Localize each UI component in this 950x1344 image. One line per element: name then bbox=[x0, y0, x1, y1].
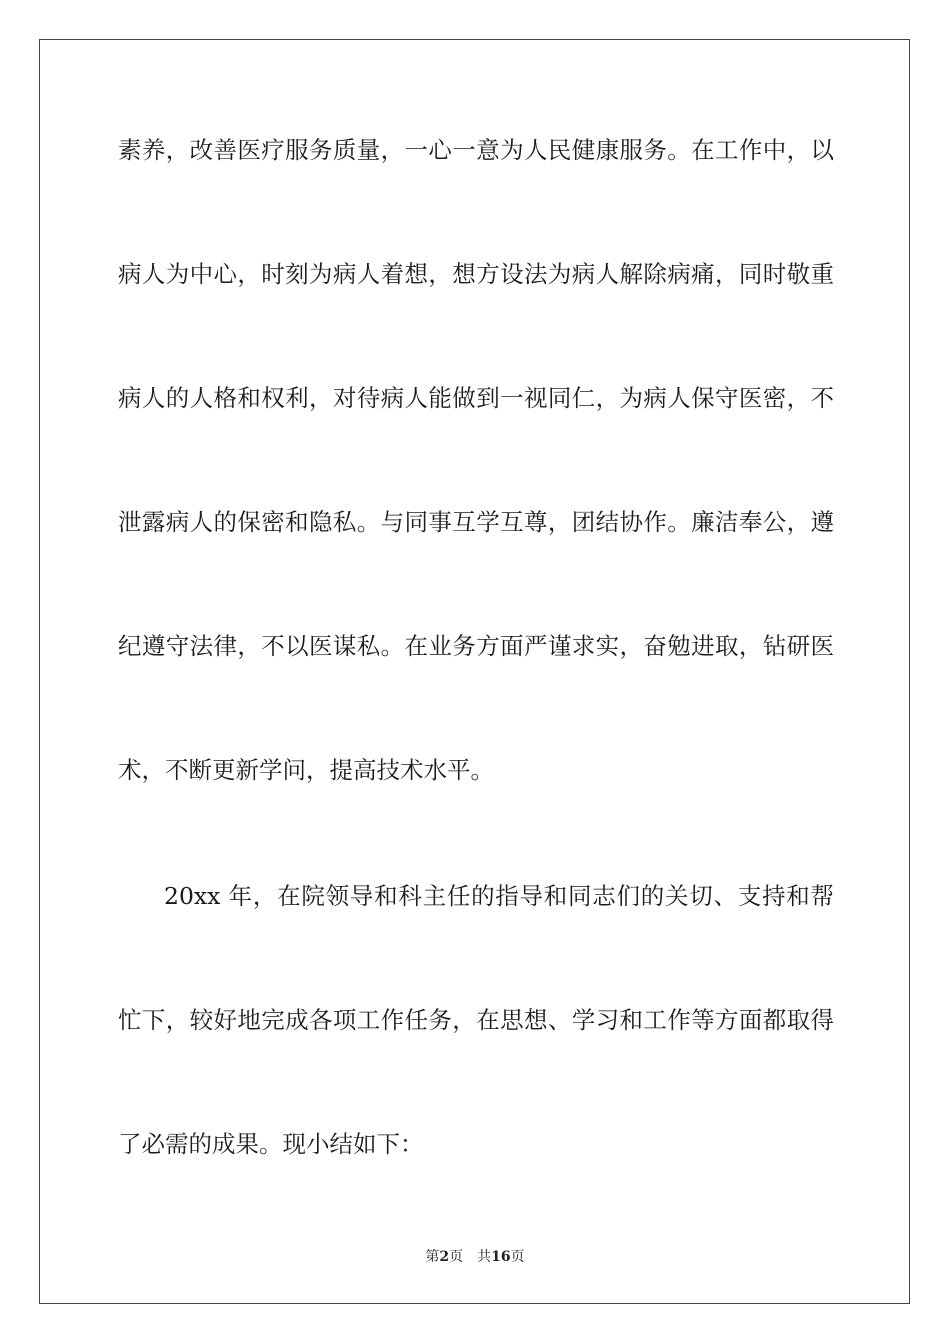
page-border bbox=[39, 39, 910, 1304]
text-line-5: 纪遵守法律，不以医谋私。在业务方面严谨求实，奋勉进取，钻研医 bbox=[118, 632, 834, 660]
footer-total-pages: 16 bbox=[491, 1249, 511, 1265]
text-line-6: 术，不断更新学问，提高技术水平。 bbox=[118, 756, 494, 784]
text-line-2: 病人为中心，时刻为病人着想，想方设法为病人解除病痛，同时敬重 bbox=[118, 260, 834, 288]
footer-page-suffix: 页 bbox=[449, 1249, 464, 1265]
text-line-8: 忙下，较好地完成各项工作任务，在思想、学习和工作等方面都取得 bbox=[118, 1006, 834, 1034]
text-line-7: 20xx 年，在院领导和科主任的指导和同志们的关切、支持和帮 bbox=[164, 882, 834, 910]
footer-page-number: 2 bbox=[439, 1249, 450, 1265]
text-line-1: 素养，改善医疗服务质量，一心一意为人民健康服务。在工作中，以 bbox=[118, 136, 834, 164]
footer-total-suffix: 页 bbox=[510, 1249, 525, 1265]
text-line-9: 了必需的成果。现小结如下： bbox=[118, 1130, 424, 1158]
footer-total-prefix: 共 bbox=[477, 1249, 492, 1265]
page-footer bbox=[0, 1247, 950, 1267]
text-line-4: 泄露病人的保密和隐私。与同事互学互尊，团结协作。廉洁奉公，遵 bbox=[118, 508, 834, 536]
footer-page-prefix: 第 bbox=[425, 1249, 440, 1265]
text-line-3: 病人的人格和权利，对待病人能做到一视同仁，为病人保守医密，不 bbox=[118, 384, 834, 412]
